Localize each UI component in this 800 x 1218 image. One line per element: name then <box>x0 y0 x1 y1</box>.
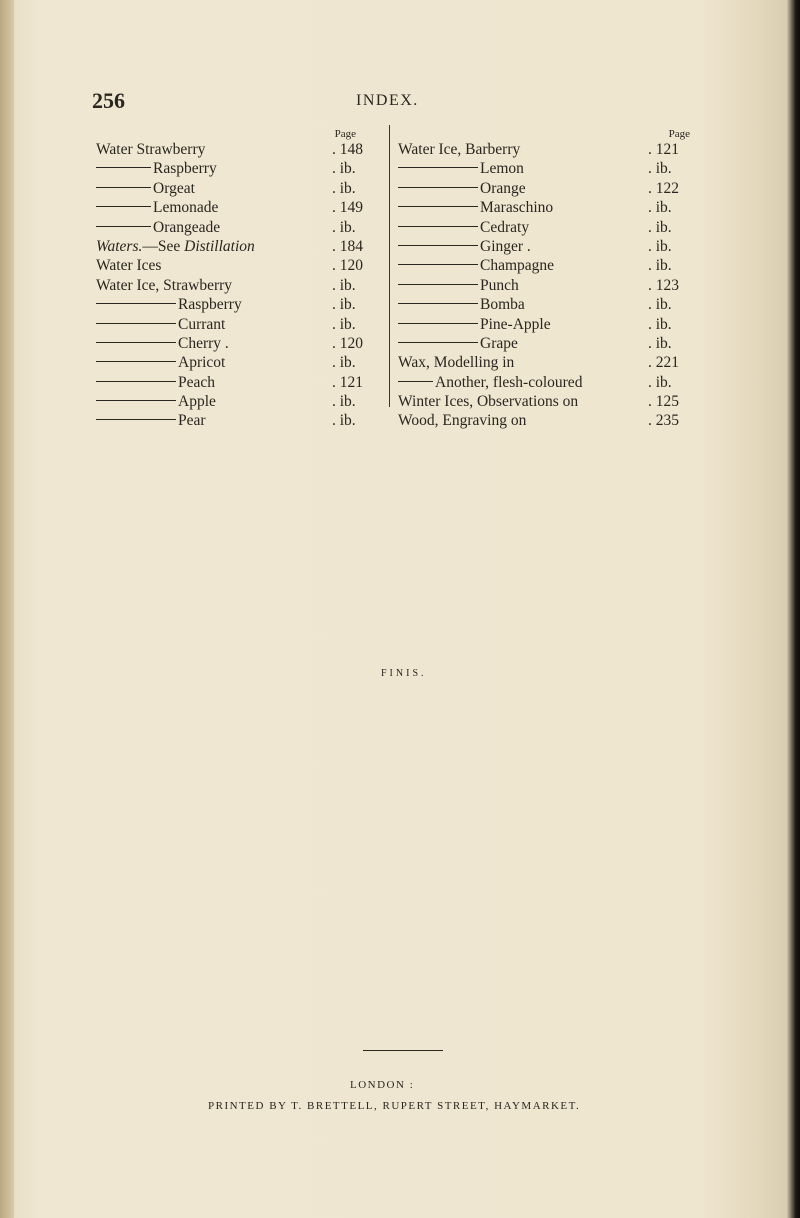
ditto-dash <box>96 226 151 227</box>
index-entry-text <box>96 218 332 237</box>
index-entry-text <box>96 159 332 178</box>
ditto-dash <box>398 226 478 227</box>
page-number: 256 <box>92 88 125 113</box>
ditto-dash <box>96 361 176 362</box>
column-divider <box>389 125 390 407</box>
page-column-header: Page <box>334 128 356 140</box>
ditto-dash <box>96 400 176 401</box>
index-entry <box>398 315 690 334</box>
index-entry <box>398 237 690 256</box>
index-term: Orgeat <box>153 179 195 197</box>
index-entry-text <box>398 315 648 334</box>
ditto-dash <box>398 303 478 304</box>
index-entry-text <box>96 373 332 392</box>
ditto-dash <box>398 381 433 382</box>
index-page-ref: . ib. <box>332 412 356 430</box>
index-page-ref: . 125 <box>648 393 679 411</box>
index-page-ref: . ib. <box>332 393 356 411</box>
index-entry <box>96 237 382 256</box>
index-page-ref: . 121 <box>332 373 363 391</box>
index-page-ref: . ib. <box>332 296 356 314</box>
index-entry-text <box>96 411 332 430</box>
index-page-ref: . ib. <box>648 199 672 217</box>
ditto-dash <box>96 381 176 382</box>
index-page-ref: . ib. <box>648 257 672 275</box>
index-entry-text <box>96 295 332 314</box>
index-term: Champagne <box>480 257 555 275</box>
ditto-dash <box>398 342 478 343</box>
index-page-ref: . ib. <box>648 160 672 178</box>
index-term: Orangeade <box>153 218 221 236</box>
index-entry-text <box>96 140 332 159</box>
imprint-printer: PRINTED BY T. BRETTELL, RUPERT STREET, HAYMARKET. <box>208 1100 581 1112</box>
index-term: Winter Ices, Observations on <box>398 393 579 411</box>
ditto-dash <box>96 323 176 324</box>
ditto-dash <box>398 187 478 188</box>
ditto-dash <box>96 419 176 420</box>
index-entry-text <box>398 392 648 411</box>
index-term: Bomba <box>480 296 525 314</box>
index-entry <box>398 179 690 198</box>
ditto-dash <box>398 167 478 168</box>
index-entry-text <box>96 353 332 372</box>
index-term: Lemonade <box>153 199 219 217</box>
index-term: Pear <box>178 412 206 430</box>
ditto-dash <box>398 245 478 246</box>
index-term: Ginger . <box>480 237 531 255</box>
ditto-dash <box>96 167 151 168</box>
index-entry <box>96 295 382 314</box>
index-entry <box>398 373 690 392</box>
index-entry-text <box>398 353 648 372</box>
index-entry-text <box>96 198 332 217</box>
index-page-ref: . 120 <box>332 257 363 275</box>
index-term: Currant <box>178 315 226 333</box>
ditto-dash <box>96 187 151 188</box>
running-head: INDEX. <box>356 92 419 109</box>
index-page-ref: . 120 <box>332 334 363 352</box>
index-entry-text <box>96 256 332 275</box>
index-page-ref: . 121 <box>648 141 679 158</box>
index-entry <box>96 198 382 217</box>
index-entry-text <box>96 334 332 353</box>
index-entry-text <box>398 276 648 295</box>
index-entry <box>398 159 690 178</box>
index-entry <box>96 218 382 237</box>
index-entry <box>96 140 382 159</box>
index-entry <box>96 392 382 411</box>
index-page-ref: . ib. <box>332 179 356 197</box>
index-entry <box>96 256 382 275</box>
index-term: Water Ice, Barberry <box>398 141 521 158</box>
index-entry-text <box>398 256 648 275</box>
ditto-dash <box>398 323 478 324</box>
index-term: Apple <box>178 393 216 411</box>
index-page-ref: . 149 <box>332 199 363 217</box>
index-page-ref: . 221 <box>648 354 679 372</box>
index-term: Maraschino <box>480 199 554 217</box>
index-page-ref: . ib. <box>648 237 672 255</box>
index-entry-text <box>398 140 648 159</box>
index-term: Peach <box>178 373 216 391</box>
page-column-header: Page <box>668 128 690 140</box>
index-term: Raspberry <box>178 296 242 314</box>
index-term: Pine-Apple <box>480 315 551 333</box>
index-page-ref: . 184 <box>332 237 363 255</box>
index-page-ref: . 123 <box>648 276 679 294</box>
index-term: Grape <box>480 334 518 352</box>
finis-mark: FINIS. <box>381 668 427 679</box>
index-entry-text <box>96 315 332 334</box>
index-entry <box>96 159 382 178</box>
page-right-edge <box>786 0 800 1218</box>
index-term: Cherry . <box>178 334 229 352</box>
index-entry-text <box>96 276 332 295</box>
index-term: Punch <box>480 276 519 294</box>
index-entry <box>398 411 690 430</box>
index-term: Apricot <box>178 354 226 372</box>
index-term: Another, flesh-coloured <box>435 373 583 391</box>
index-page-ref: . ib. <box>332 276 356 294</box>
page-binding-edge <box>0 0 14 1218</box>
imprint-city: LONDON : <box>350 1079 415 1091</box>
index-entry <box>96 334 382 353</box>
index-term: Cedraty <box>480 218 530 236</box>
index-entry <box>398 353 690 372</box>
index-entry <box>398 140 690 159</box>
index-page-ref: . ib. <box>648 296 672 314</box>
ditto-dash <box>398 206 478 207</box>
index-page-ref: . ib. <box>332 315 356 333</box>
index-entry <box>398 256 690 275</box>
index-page-ref: . 122 <box>648 179 679 197</box>
index-entry-text <box>398 237 648 256</box>
index-entry <box>96 276 382 295</box>
index-page-ref: . ib. <box>648 218 672 236</box>
index-page-ref: . ib. <box>332 160 356 178</box>
index-term: Lemon <box>480 160 524 178</box>
index-entry-text <box>398 295 648 314</box>
index-term: Orange <box>480 179 526 197</box>
imprint-rule <box>363 1050 443 1051</box>
index-entry-text <box>398 334 648 353</box>
index-entry-text <box>96 237 332 256</box>
index-term: Raspberry <box>153 160 217 178</box>
index-entry <box>398 334 690 353</box>
index-entry-text <box>398 198 648 217</box>
index-entry-text <box>96 392 332 411</box>
index-left-column <box>96 128 382 431</box>
index-entry <box>96 353 382 372</box>
index-page-ref: . 235 <box>648 412 679 430</box>
ditto-dash <box>398 284 478 285</box>
index-entry-text <box>96 179 332 198</box>
index-entry <box>398 392 690 411</box>
index-page-ref: . ib. <box>648 334 672 352</box>
index-page-ref: . 148 <box>332 141 363 158</box>
ditto-dash <box>96 303 176 304</box>
index-entry-text <box>398 159 648 178</box>
index-entry <box>398 276 690 295</box>
index-page-ref: . ib. <box>648 373 672 391</box>
index-term: Wax, Modelling in <box>398 354 515 372</box>
index-page-ref: . ib. <box>648 315 672 333</box>
index-term: Waters.—See Distillation <box>96 237 255 255</box>
ditto-dash <box>96 206 151 207</box>
index-entry <box>96 179 382 198</box>
index-term: Water Ices <box>96 257 162 275</box>
index-entry-text <box>398 218 648 237</box>
index-term: Wood, Engraving on <box>398 412 527 430</box>
index-right-column <box>398 128 690 431</box>
index-entry <box>398 218 690 237</box>
ditto-dash <box>398 264 478 265</box>
index-entry-text <box>398 179 648 198</box>
index-entry <box>96 411 382 430</box>
index-page-ref: . ib. <box>332 218 356 236</box>
index-term: Water Strawberry <box>96 141 206 158</box>
index-page-ref: . ib. <box>332 354 356 372</box>
index-term: Water Ice, Strawberry <box>96 276 233 294</box>
index-entry <box>398 198 690 217</box>
index-entry <box>96 315 382 334</box>
index-entry-text <box>398 411 648 430</box>
ditto-dash <box>96 342 176 343</box>
index-entry <box>96 373 382 392</box>
index-entry <box>398 295 690 314</box>
index-entry-text <box>398 373 648 392</box>
